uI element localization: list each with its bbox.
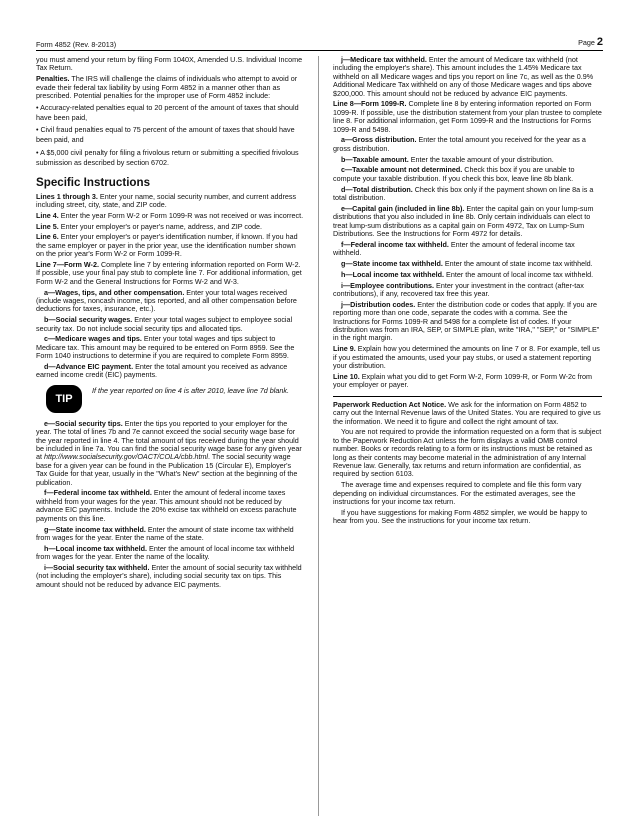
line-8j-head: j—Distribution codes. <box>341 299 416 309</box>
line-8b <box>333 156 602 164</box>
line-7a-head: a—Wages, tips, and other compensation. <box>44 287 185 297</box>
line-7g-head: g—State income tax withheld. <box>44 524 146 534</box>
line-8e-text: Enter the capital gain on your lump-sum distributions that you also included in line 8b. Only certain individuals can elect to treat lump-sum distributions as a capital gain on Form 4972, Tax on Lump-Sum Distributions. See the Instructions for Form 4972 for details. <box>333 203 594 239</box>
lines-1-3-head: Lines 1 through 3. <box>36 191 98 201</box>
paperwork-notice-head: Paperwork Reduction Act Notice. <box>333 399 447 409</box>
line-7j <box>333 56 602 98</box>
line-8d-text: Check this box only if the payment shown on line 8a is a total distribution. <box>333 184 594 203</box>
line-7h <box>36 545 304 562</box>
line-7d-text: Enter the total amount you received as advance earned income credit (EIC) payments. <box>36 362 288 380</box>
line-7a-text: Enter your total wages received (include wages, noncash income, tips reported, and all other compensation before deductions for taxes, insurance, etc.). <box>36 287 297 314</box>
tip-icon: TIP <box>46 385 82 413</box>
lines-1-3 <box>36 193 304 210</box>
line-7b-head: b—Social security wages. <box>44 315 133 325</box>
line-7e-text-2: . The social security wage base for a given year can be found in the Publication 15 (Circular E), Employer's Tax Guide for that year, usually in the "What's New" section at the beginning of the publication. <box>36 452 298 487</box>
line-8b-text: Enter the taxable amount of your distribution. <box>408 154 554 164</box>
line-8c-head: c—Taxable amount not determined. <box>341 165 463 175</box>
line-8 <box>333 100 602 134</box>
line-7e-text: Enter the tips you reported to your employer for the year. The total of lines 7b and 7e cannot exceed the social security wage base for the year reported in line 4. The total amount of tips received during the year should be included in line 7a. You can find the social security wage base for any given year at <box>36 418 302 462</box>
line-7i-head: i—Social security tax withheld. <box>44 562 150 572</box>
line-7b-text: Enter your total wages subject to employee social security tax. Do not include social security tips and allocated tips. <box>36 315 293 333</box>
suggestions-paragraph: If you have suggestions for making Form 4852 simpler, we would be happy to hear from you. See the instructions for your income tax return. <box>333 507 588 526</box>
bullet-accuracy: • Accuracy-related penalties equal to 20 percent of the amount of taxes that should have been paid, <box>36 102 299 122</box>
line-8f-text: Enter the amount of federal income tax withheld. <box>333 239 575 258</box>
line-7f-head: f—Federal income tax withheld. <box>44 488 152 498</box>
line-5-head: Line 5. <box>36 221 59 231</box>
line-6-head: Line 6. <box>36 232 59 242</box>
line-10 <box>333 373 602 390</box>
page-header <box>36 36 603 51</box>
page-label: Page <box>578 38 595 47</box>
line-7d-head: d—Advance EIC payment. <box>44 362 134 372</box>
line-4 <box>36 212 304 220</box>
line-8i-head: i—Employee contributions. <box>341 280 435 290</box>
lines-1-3-text: Enter your name, social security number, and current address including street, city, state, and ZIP code. <box>36 191 297 209</box>
line-8e-head: e—Capital gain (included in line 8b). <box>341 203 465 213</box>
wage-base-link[interactable]: http://www.socialsecurity.gov/OACT/COLA/cbb.html <box>44 452 209 462</box>
line-7i <box>36 564 304 589</box>
line-8-head: Line 8—Form 1099-R. <box>333 99 407 109</box>
page-num: 2 <box>596 36 603 48</box>
tip-text: If the year reported on line 4 is after 2010, leave line 7d blank. <box>92 385 289 395</box>
section-heading: Specific Instructions <box>36 175 151 189</box>
line-7i-text: Enter the amount of social security tax withheld (not including the employer's share), including social security tax on tips. This amount should not be reduced by advance EIC payments. <box>36 562 302 589</box>
line-7g <box>36 526 304 543</box>
line-8f-head: f—Federal income tax withheld. <box>341 239 449 249</box>
line-7h-text: Enter the amount of local income tax withheld from wages for the year. Enter the name of the locality. <box>36 543 295 562</box>
line-7g-text: Enter the amount of state income tax withheld from wages for the year. Enter the name of the state. <box>36 524 294 542</box>
bullet-fraud: • Civil fraud penalties equal to 75 percent of the amount of taxes that should have been paid, and <box>36 125 295 145</box>
line-7c-head: c—Medicare wages and tips. <box>44 334 142 344</box>
line-7c-text: Enter your total wages and tips subject to Medicare tax. This amount may be required to be entered on Form 8959. See the Form 1040 instructions to determine if you are required to complete Form 8959. <box>36 334 295 361</box>
line-9 <box>333 345 602 370</box>
line-7a <box>36 289 304 314</box>
line-8b-head: b—Taxable amount. <box>341 154 409 164</box>
omb-paragraph: You are not required to provide the information requested on a form that is subject to the Paperwork Reduction Act unless the form displays a valid OMB control number. Books or records relating to a form or its instructions must be retained as long as their contents may become material in the administration of any Internal Revenue law. Generally, tax returns and return information are confidential, as required by section 6103. <box>333 427 602 479</box>
line-8h <box>333 271 602 279</box>
line-7f-text: Enter the amount of federal income taxes withheld from your wages for the year. This amount should not be reduced by advance EIC payments. Include the 20% excise tax withheld on excess parachute payments on this line. <box>36 488 297 523</box>
right-column <box>333 56 602 528</box>
penalties-text: The IRS will challenge the claims of individuals who attempt to avoid or evade their federal tax liability by using Form 4852 in a manner other than as prescribed. Potential penalties for the improper use of Form 4852 include: <box>36 74 298 101</box>
line-8c <box>333 166 602 183</box>
left-column <box>36 56 304 592</box>
line-9-text: Explain how you determined the amounts on line 7 or 8. For example, tell us if you estimated the amounts, used your pay stubs, or used a statement reporting your distribution. <box>333 344 600 371</box>
line-6-text: Enter your employer's or payer's identification number, if known. If you had the same employer or payer in the prior year, use the identification number shown on the prior year's Form W-2 or Form 1099-R. <box>36 232 298 259</box>
tip-box <box>46 385 304 413</box>
line-8i-text: Enter your investment in the contract (after-tax contributions), if any, recovered tax free this year. <box>333 280 584 299</box>
line-8c-text: Check this box if you are unable to compute your taxable distribution. If you check this box, leave line 8b blank. <box>333 165 575 183</box>
line-7e <box>36 420 304 487</box>
line-8g-head: g—State income tax withheld. <box>341 259 443 269</box>
line-8d <box>333 186 602 203</box>
page-number <box>578 36 603 48</box>
line-7j-text: Enter the amount of Medicare tax withheld (not including the employer's share). This amount includes the 1.45% Medicare tax withheld on all Medicare wages and tips you report on line 7c, as well as the 0.9% Additional Medicare Tax withheld on any of those Medicare wages and tips above $200,000. This amount should not be reduced by advance EIC payments. <box>333 55 594 98</box>
line-7c <box>36 335 304 360</box>
line-10-text: Explain what you did to get Form W-2, Form 1099-R, or Form W-2c from your employer or payer. <box>333 371 592 390</box>
line-7 <box>36 261 304 286</box>
bullet-frivolous: • A $5,000 civil penalty for filing a frivolous return or submitting a specified frivolous submission as described by section 6702. <box>36 147 299 167</box>
line-8e <box>333 205 602 239</box>
section-rule <box>333 396 602 397</box>
line-8d-head: d—Total distribution. <box>341 184 413 194</box>
column-divider <box>318 56 319 816</box>
time-paragraph: The average time and expenses required to complete and file this form vary depending on individual circumstances. For the estimated averages, see the instructions for your income tax return. <box>333 480 582 506</box>
line-8g-text: Enter the amount of state income tax withheld. <box>442 259 593 269</box>
line-4-text: Enter the year Form W-2 or Form 1099-R was not received or was incorrect. <box>58 210 304 220</box>
line-7-head: Line 7—Form W-2. <box>36 260 99 269</box>
line-8j <box>333 301 602 343</box>
form-revision: Form 4852 (Rev. 8-2013) <box>36 40 117 49</box>
line-8i <box>333 282 602 299</box>
line-8j-text: Enter the distribution code or codes that apply. If you are reporting more than one code, separate the codes with a comma. See the Instructions for Forms 1099-R and 5498 for a complete list of codes. If your distribution was from an IRA, SEP, or SIMPLE plan, write "IRA," "SEP," or "SIMPLE" in the right margin. <box>333 299 600 343</box>
line-8f <box>333 241 602 258</box>
line-8a-text: Enter the total amount you received for the year as a gross distribution. <box>333 135 586 153</box>
line-7e-head: e—Social security tips. <box>44 418 123 428</box>
line-8a-head: a—Gross distribution. <box>341 135 417 145</box>
line-7j-head: j—Medicare tax withheld. <box>341 55 427 64</box>
line-8h-text: Enter the amount of local income tax withheld. <box>444 269 594 279</box>
line-8-text: Complete line 8 by entering information reported on Form 1099-R. If possible, use the distribution statement from your plan trustee to complete line 8. For additional information, get Form 1099-R and the Instructions for Forms 1099-R and 5498. <box>333 99 602 134</box>
line-8g <box>333 260 602 268</box>
line-9-head: Line 9. <box>333 344 356 354</box>
line-7-text: Complete line 7 by entering information reported on Form W-2. If possible, use your final pay stub to complete line 7. For additional information, get Form W-2 and the General Instructions for Forms W-2 and W-3. <box>36 260 302 286</box>
line-4-head: Line 4. <box>36 210 59 220</box>
penalties-heading: Penalties. <box>36 74 70 84</box>
line-7b <box>36 316 304 333</box>
line-7d <box>36 363 304 380</box>
line-7h-head: h—Local income tax withheld. <box>44 543 148 553</box>
line-5 <box>36 223 304 231</box>
line-8h-head: h—Local income tax withheld. <box>341 269 445 279</box>
line-10-head: Line 10. <box>333 371 360 381</box>
amend-paragraph: you must amend your return by filing Form 1040X, Amended U.S. Individual Income Tax Return. <box>36 55 303 73</box>
paperwork-notice <box>333 401 602 426</box>
line-5-text: Enter your employer's or payer's name, address, and ZIP code. <box>58 221 262 231</box>
line-6 <box>36 233 304 258</box>
paperwork-notice-text: We ask for the information on Form 4852 to carry out the Internal Revenue laws of the United States. You are required to give us the information. We need it to figure and collect the right amount of tax. <box>333 399 601 426</box>
line-7f <box>36 489 304 523</box>
line-8a <box>333 136 602 153</box>
penalties-paragraph <box>36 75 304 100</box>
